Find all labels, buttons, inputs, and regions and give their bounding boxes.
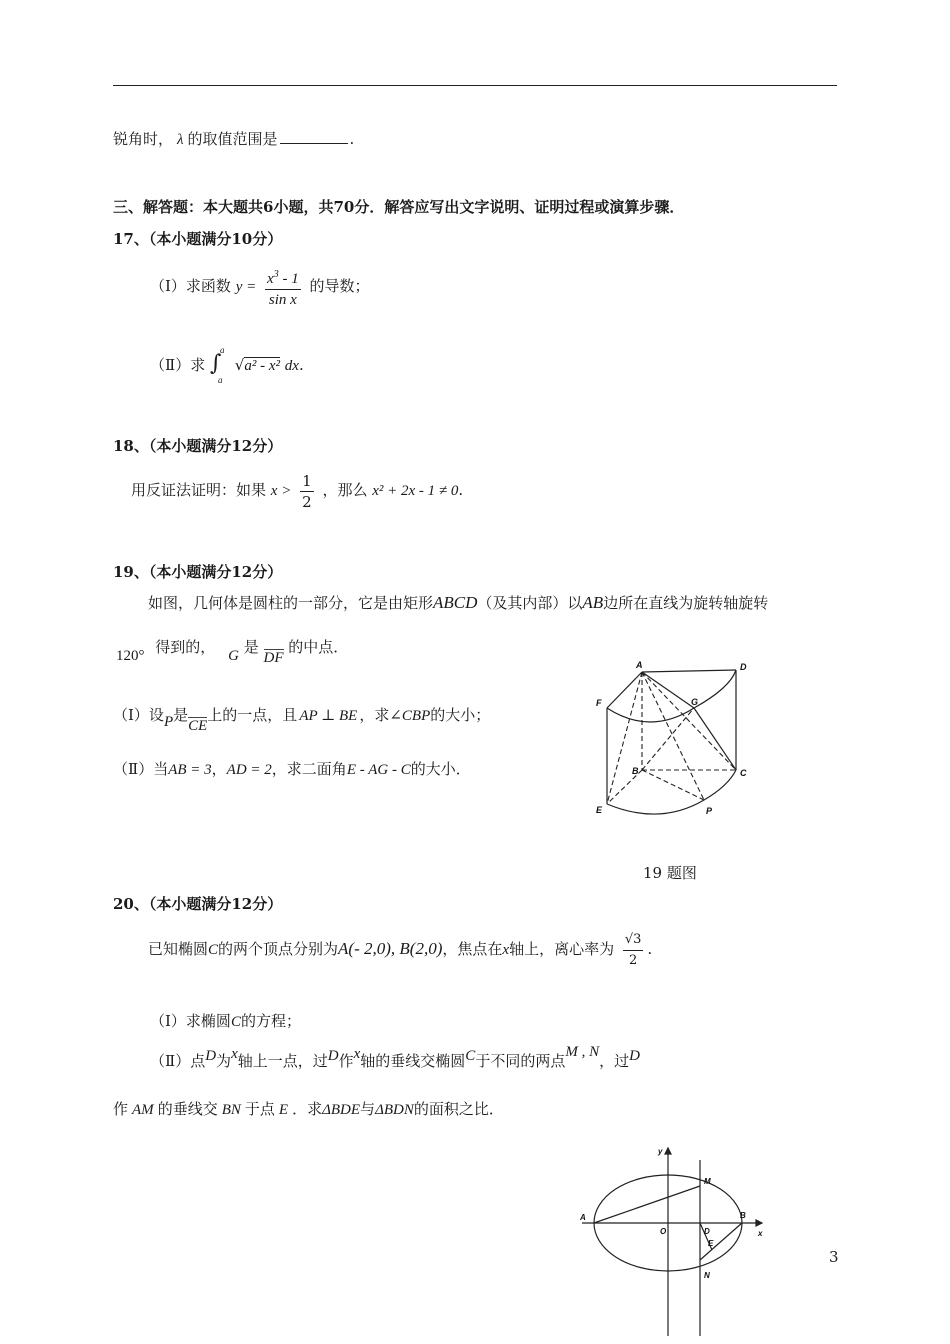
fig20-label-y: y [658,1147,663,1156]
q20-line3: 作 AM 的垂线交 BN 于点 E ．求ΔBDE与ΔBDN的面积之比． [113,1100,504,1118]
section-title: 三、解答题：本大题共6小题，共70分．解答应写出文字说明、证明过程或演算步骤． [113,198,685,216]
fig19-label-g: G [691,697,699,707]
fig19-label-d: D [740,662,747,672]
integral-sign: ∫ a a [209,345,225,385]
fig20-label-n: N [704,1271,710,1280]
q19-line2: 120° 得到的， G 是 DF 的中点． [116,638,349,666]
lambda-symbol: λ [177,132,184,148]
fig20-label-x: x [758,1229,763,1238]
q20-intro: 已知椭圆C的两个顶点分别为A(- 2,0), B(2,0)，焦点在x轴上，离心率为 $\frac{√3}{2}$ . [148,931,653,968]
q17-part1: （Ⅰ）求函数 y = $\frac{x^3 - 1}{\text{sin x}}$ 的导数； [150,262,370,310]
fig19-label-b: B [632,766,639,776]
fig19-label-p: P [706,806,713,816]
q19-header: 19、（本小题满分12分） [113,563,283,581]
answer-blank [280,143,348,144]
fig19-label-f: F [596,698,602,708]
fig19-label-e: E [596,805,603,815]
fig20-label-o: O [660,1227,667,1236]
q17-header: 17、（本小题满分10分） [113,230,283,248]
q19-part1: （Ⅰ）设P是CE上的一点，且 AP ⊥ BE ，求∠CBP的大小； [113,706,491,734]
fig19-label-c: C [740,768,747,778]
radicand: a² - x² [244,358,280,374]
cylinder-figure [590,658,760,823]
header-rule [113,85,837,86]
q20-part2: （Ⅱ）点D为x轴上一点，过D作x轴的垂线交椭圆C于不同的两点M , N，过D [150,1044,640,1070]
fig20-label-d: D [704,1227,710,1236]
q18-statement: 用反证法证明：如果 x > $\frac{1}{2}$ ，那么 x² + 2x - 1 ≠ 0. [131,471,464,511]
fig20-label-e: E [708,1239,714,1248]
q20-header: 20、（本小题满分12分） [113,895,283,913]
q20-part1: （Ⅰ）求椭圆C的方程； [150,1012,301,1030]
q19-line1: 如图，几何体是圆柱的一部分，它是由矩形ABCD（及其内部）以AB边所在直线为旋转轴旋转 [148,593,769,612]
q17-fraction: $\frac{x^3 - 1}{\text{sin x}}$ [265,265,301,310]
q18-header: 18、（本小题满分12分） [113,437,283,455]
q19-part2: （Ⅱ）当AB = 3，AD = 2，求二面角E - AG - C的大小． [113,760,471,778]
page-number: 3 [829,1248,839,1266]
fig20-label-a: A [580,1213,586,1222]
q17-part2: （Ⅱ）求 ∫ a a √a² - x² dx. [150,345,304,385]
fig20-label-m: M [704,1177,711,1186]
figure19-caption: 19 题图 [643,864,697,882]
ellipse-figure [576,1142,770,1342]
q16-continuation: 锐角时， λ 的取值范围是 . [113,130,355,148]
fig19-label-a: A [636,660,643,670]
fig20-label-b: B [740,1211,746,1220]
